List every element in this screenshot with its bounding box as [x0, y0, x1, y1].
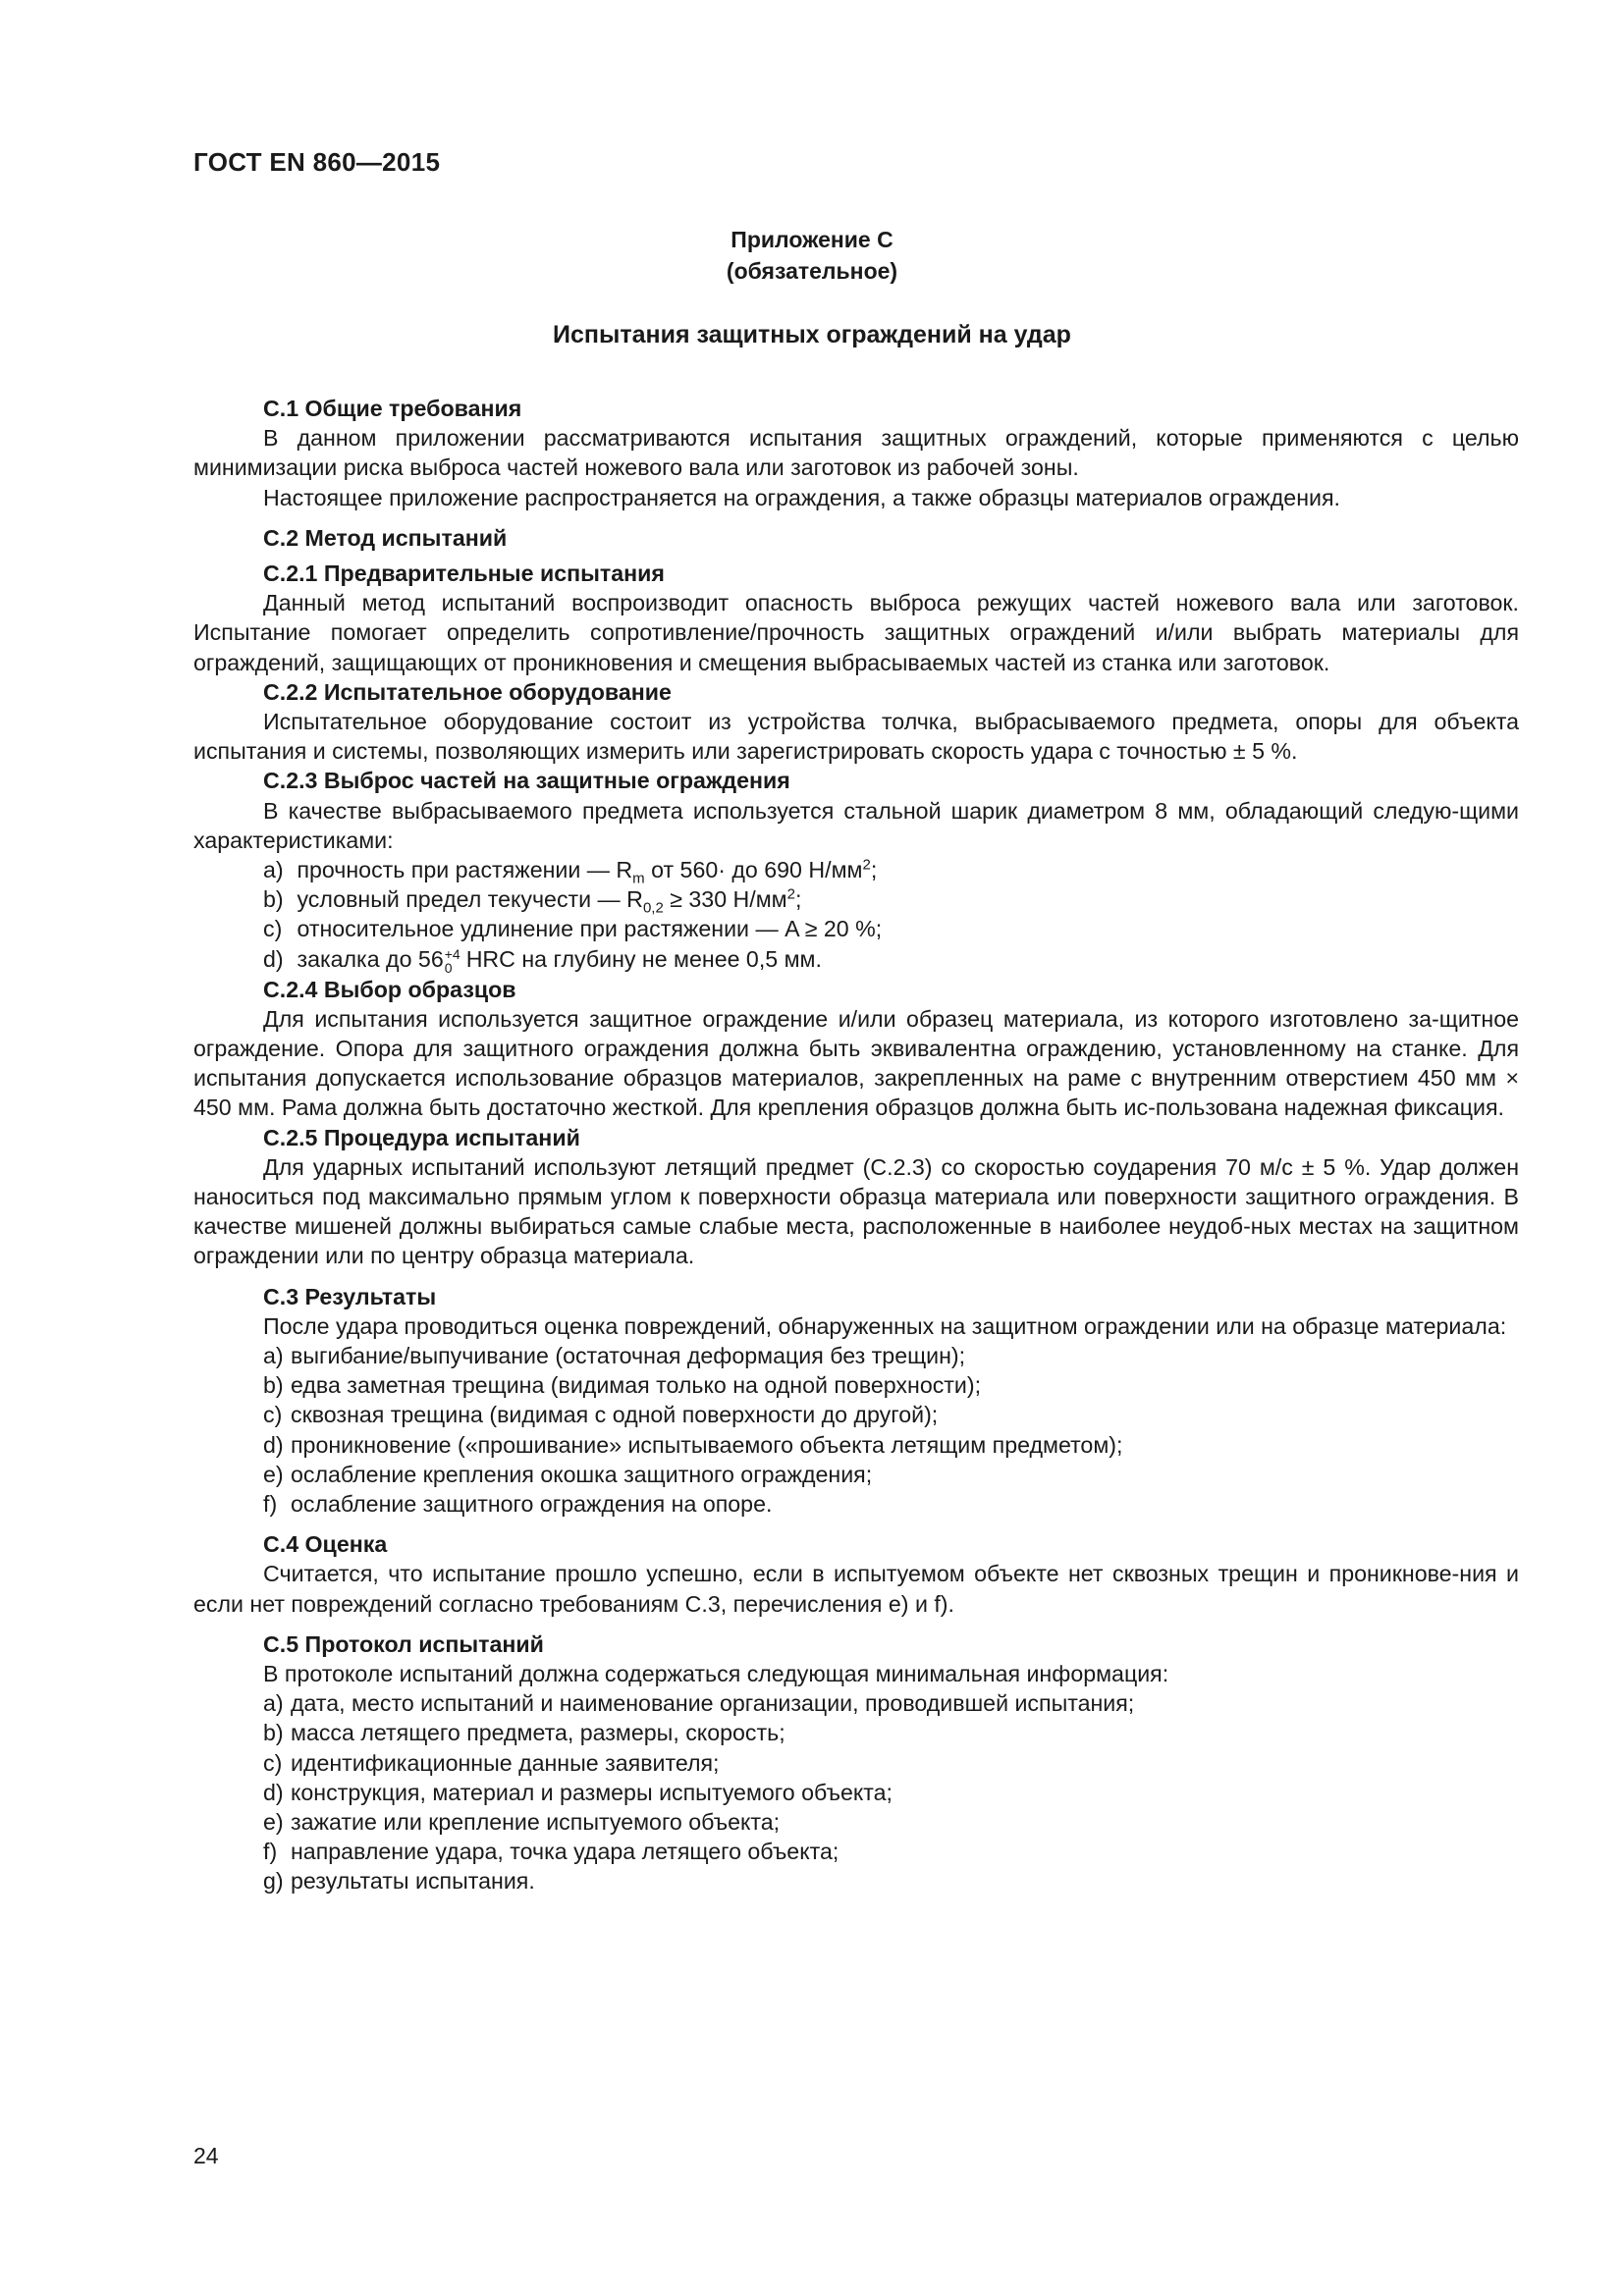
paragraph: После удара проводиться оценка повреждений, обнаруженных на защитном ограждении или на образце материала: [263, 1312, 1507, 1339]
list-text: HRC на глубину не менее 0,5 мм. [465, 945, 822, 972]
list-text: сквозная трещина (видимая с одной поверхности до другой); [291, 1402, 939, 1428]
paragraph: Считается, что испытание прошло успешно, если в испытуемом объекте нет сквозных трещин и проникнове-ния и если нет повреждений согласно требованиям С.3, перечисления e) и f). [193, 1561, 1519, 1617]
list-text: ослабление защитного ограждения на опоре. [291, 1490, 773, 1517]
paragraph: Настоящее приложение распространяется на ограждения, а также образцы материалов ограждения. [263, 484, 1340, 510]
list-item [193, 1688, 1519, 1718]
protocol-list [193, 1688, 1519, 1896]
list-marker: b) [263, 1720, 284, 1746]
paragraph: В качестве выбрасываемого предмета используется стальной шарик диаметром 8 мм, обладающий следую-щими характеристиками: [193, 797, 1519, 853]
superscript: 2 [862, 856, 871, 874]
results-list [193, 1341, 1519, 1519]
list-text: едва заметная трещина (видимая только на одной поверхности); [291, 1372, 982, 1399]
superscript: 2 [786, 885, 795, 903]
list-text: результаты испытания. [291, 1868, 535, 1895]
tolerance-lower: 0 [444, 959, 453, 976]
subsection-heading-c2-1: С.2.1 Предварительные испытания [263, 561, 665, 587]
list-text: идентификационные данные заявителя; [291, 1749, 720, 1776]
tolerance [445, 947, 460, 975]
document-body [193, 394, 1519, 1896]
list-item [193, 1807, 1519, 1837]
list-marker: f) [263, 1839, 278, 1865]
paragraph: Данный метод испытаний воспроизводит опасность выброса режущих частей ножевого вала или заготовок. Испытание помогает определить сопротивление/прочность защитных ограждений и/или выбрать материалы для ограждений, защищающих от проникновения и смещения выбрасываемых частей из станка или заготовок. [193, 590, 1519, 675]
list-item [193, 944, 1519, 975]
section-heading-c1: С.1 Общие требования [263, 396, 522, 421]
list-marker: a) [263, 857, 284, 883]
list-marker: e) [263, 1461, 284, 1487]
paragraph: Для испытания используется защитное ограждение и/или образец материала, из которого изготовлено за-щитное ограждение. Опора для защитного ограждения должна быть эквивалентна ограждению, установленному на станке. Для испытания допускается использование образцов материалов, закрепленных на раме с внутренним отверстием 450 мм × 450 мм. Рама должна быть достаточно жесткой. Для крепления образцов должна быть ис-пользована надежная фиксация. [193, 1005, 1519, 1121]
list-text: ослабление крепления окошка защитного ограждения; [291, 1461, 873, 1487]
subscript: m [632, 870, 645, 887]
list-text: конструкция, материал и размеры испытуемого объекта; [291, 1779, 893, 1805]
list-item [193, 855, 1519, 887]
list-marker: a) [263, 1342, 284, 1368]
list-marker: c) [263, 916, 283, 942]
document-id: ГОСТ EN 860—2015 [193, 147, 441, 177]
list-marker: a) [263, 1690, 284, 1717]
subsection-heading-c2-4: С.2.4 Выбор образцов [263, 976, 516, 1002]
list-text: от 560· до 690 Н/мм [644, 857, 863, 883]
list-text: проникновение («прошивание» испытываемого объекта летящим предметом); [291, 1431, 1123, 1458]
page-number: 24 [193, 2143, 219, 2168]
list-text: относительное удлинение при растяжении — A ≥ 20 %; [297, 916, 883, 942]
list-item [193, 1866, 1519, 1896]
section-heading-c3: С.3 Результаты [263, 1283, 437, 1309]
list-item [193, 1837, 1519, 1866]
list-marker: g) [263, 1868, 284, 1895]
list-text: ; [870, 857, 878, 883]
paragraph: Испытательное оборудование состоит из устройства толчка, выбрасываемого предмета, опоры для объекта испытания и системы, позволяющих измерить или зарегистрировать скорость удара с точностью ± 5 %. [193, 709, 1519, 765]
list-marker: d) [263, 1779, 284, 1805]
list-text: ; [794, 886, 802, 913]
list-text: направление удара, точка удара летящего объекта; [291, 1839, 839, 1865]
list-text: зажатие или крепление испытуемого объекта; [291, 1809, 781, 1836]
list-text: выгибание/выпучивание (остаточная деформация без трещин); [291, 1342, 966, 1368]
section-heading-c2: С.2 Метод испытаний [263, 524, 508, 551]
list-item [193, 1430, 1519, 1460]
list-item [193, 1370, 1519, 1400]
section-heading-c4: С.4 Оценка [263, 1531, 388, 1558]
list-text: масса летящего предмета, размеры, скорость; [291, 1720, 785, 1746]
list-item [193, 1400, 1519, 1429]
list-marker: d) [263, 1431, 284, 1458]
tolerance-upper: +4 [444, 945, 460, 962]
paragraph: В протоколе испытаний должна содержаться следующая минимальная информация: [263, 1661, 1169, 1686]
list-item [193, 914, 1519, 943]
list-item [193, 1748, 1519, 1778]
list-text: закалка до 56 [297, 945, 444, 972]
subscript: 0,2 [642, 899, 664, 917]
list-text: дата, место испытаний и наименование организации, проводившей испытания; [291, 1690, 1135, 1717]
list-marker: d) [263, 945, 284, 972]
annex-heading: Испытания защитных ограждений на удар [553, 321, 1071, 348]
list-item [193, 1460, 1519, 1489]
list-item [193, 1341, 1519, 1370]
list-marker: c) [263, 1402, 283, 1428]
subsection-heading-c2-5: С.2.5 Процедура испытаний [263, 1124, 580, 1150]
list-text: прочность при растяжении — R [297, 857, 633, 883]
annex-status: (обязательное) [726, 258, 898, 284]
list-text: условный предел текучести — R [297, 886, 643, 913]
list-item [193, 1489, 1519, 1519]
subsection-heading-c2-2: С.2.2 Испытательное оборудование [263, 678, 672, 705]
list-item [193, 1718, 1519, 1747]
list-marker: b) [263, 886, 284, 913]
list-marker: e) [263, 1809, 284, 1836]
list-marker: b) [263, 1372, 284, 1399]
section-heading-c5: С.5 Протокол испытаний [263, 1630, 544, 1657]
list-marker: f) [263, 1490, 278, 1517]
list-marker: c) [263, 1749, 283, 1776]
list-item [193, 1778, 1519, 1807]
paragraph: Для ударных испытаний используют летящий предмет (С.2.3) со скоростью соударения 70 м/с ± 5 %. Удар должен наноситься под максимально прямым углом к поверхности образца материала или поверхности защитного ограждения. В качестве мишеней должны выбираться самые слабые места, расположенные в наиболее неудоб-ных местах на защитном ограждении или по центру образца материала. [193, 1153, 1519, 1269]
list-text: ≥ 330 Н/мм [663, 886, 787, 913]
subsection-heading-c2-3: С.2.3 Выброс частей на защитные ограждения [263, 768, 790, 794]
paragraph: В данном приложении рассматриваются испытания защитных ограждений, которые применяются с целью минимизации риска выброса частей ножевого вала или заготовок из рабочей зоны. [193, 425, 1519, 481]
list-item [193, 884, 1519, 917]
annex-title: Приложение С [731, 227, 893, 252]
